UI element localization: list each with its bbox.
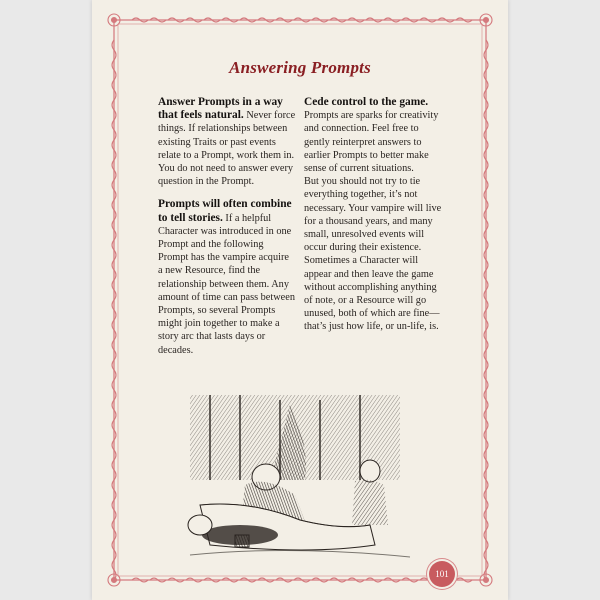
- paragraph-heading: Cede control to the game.: [304, 96, 429, 108]
- left-column: [158, 96, 296, 367]
- paragraph-heading: Prompts will often combine to tell stories.: [158, 198, 292, 224]
- paragraph-body: If a helpful Character was introduced in one Prompt and the following Prompt has the vampire acquire a new Resource, find the relationship between them. Any amount of time can pass between Prompts, so several Prompts might join together to make a story arc that lasts days or decades.: [158, 212, 295, 356]
- paragraph-tie-together: [304, 175, 442, 333]
- page-title: Answering Prompts: [229, 58, 371, 77]
- engraving-vampire-scene-icon: [170, 385, 426, 565]
- paragraph-body: But you should not try to tie everything together, it’s not necessary. Your vampire will live for a thousand years, and many small, unresolved events will occur during their existence. Sometimes a Character will appear and then leave the game without accomplishing anything of note, or a Resource will go unused, both of which are fine—that’s just how life, or un-life, is.: [304, 176, 442, 333]
- book-page: [92, 0, 508, 600]
- page-number-badge: 101: [429, 561, 455, 587]
- paragraph-natural: [158, 96, 296, 188]
- paragraph-body: Prompts are sparks for creativity and connection. Feel free to gently reinterpret answers to earlier Prompts to better make sense of current situations.: [304, 110, 439, 175]
- paragraph-body: Never force things. If relationships between existing Traits or past events relate to a Prompt, work them in. You do not need to answer every question in the Prompt.: [158, 110, 296, 188]
- paragraph-cede-control: [304, 96, 442, 175]
- right-column: [304, 96, 442, 344]
- paragraph-combine: [158, 198, 296, 356]
- paragraph-heading: Answer Prompts in a way that feels natural.: [158, 96, 283, 122]
